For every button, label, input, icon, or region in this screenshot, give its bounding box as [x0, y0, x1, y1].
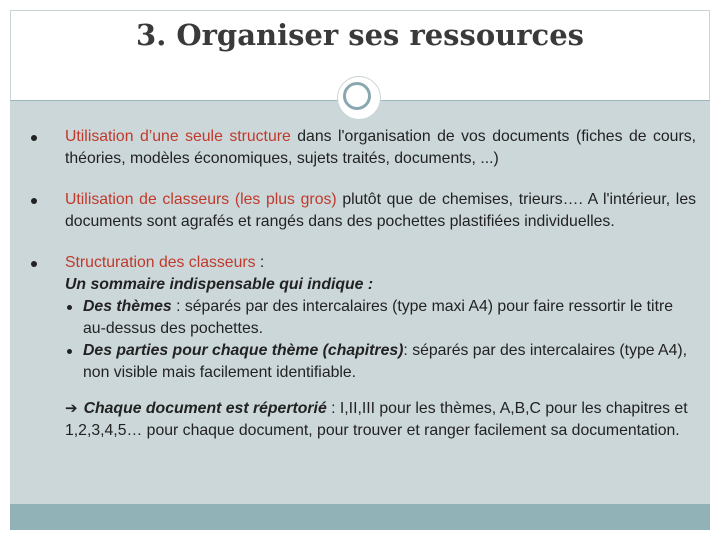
bullet-text: plutôt que de chemises, trieurs…. A l'intérieur, les documents sont agrafés et rangés dans des pochettes plastifiées individuelles.: [65, 191, 697, 230]
conclusion-lead: Chaque document est répertorié: [83, 400, 327, 417]
sub-bullet-text: : séparés par des intercalaires (type maxi A4) pour faire ressortir le titre au-dessus des pochettes.: [83, 298, 673, 337]
content-panel: [10, 101, 710, 504]
conclusion-paragraph: [28, 398, 696, 442]
bullet-item: [28, 126, 696, 170]
bullet-lead: Structuration des classeurs: [65, 254, 256, 271]
slide-title: 3. Organiser ses ressources: [136, 18, 584, 52]
arrow-right-icon: ➔: [65, 400, 78, 417]
bullet-dot-icon: [31, 135, 37, 141]
bullet-text: dans l'organisation de vos documents (fiches de cours, théories, modèles économiques, sujets traités, documents, ...): [65, 128, 697, 167]
bullet-text: :: [255, 254, 265, 271]
bullet-item: [28, 189, 696, 233]
sub-heading: Un sommaire indispensable qui indique :: [65, 276, 374, 293]
bullet-dot-icon: [31, 261, 37, 267]
bullet-lead: Utilisation de classeurs (les plus gros): [65, 191, 337, 208]
sub-bullet-item: [65, 296, 696, 340]
bullet-list: [28, 126, 696, 442]
sub-bullet-lead: Des parties pour chaque thème (chapitres): [83, 342, 404, 359]
footer-band: [10, 504, 710, 530]
sub-bullet-dot-icon: [67, 305, 72, 310]
bullet-dot-icon: [31, 198, 37, 204]
sub-bullet-dot-icon: [67, 349, 72, 354]
bullet-lead: Utilisation d’une seule structure: [65, 128, 291, 145]
sub-bullet-lead: Des thèmes: [83, 298, 172, 315]
conclusion-text: : I,II,III pour les thèmes, A,B,C pour les chapitres et 1,2,3,4,5… pour chaque document, pour trouver et ranger facilement sa documentation.: [65, 400, 688, 439]
sub-bullet-text: : séparés par des intercalaires (type A4), non visible mais facilement identifiable.: [83, 342, 688, 381]
circle-ornament-icon: [337, 76, 381, 120]
bullet-item: [28, 252, 696, 384]
sub-bullet-item: [65, 340, 696, 384]
